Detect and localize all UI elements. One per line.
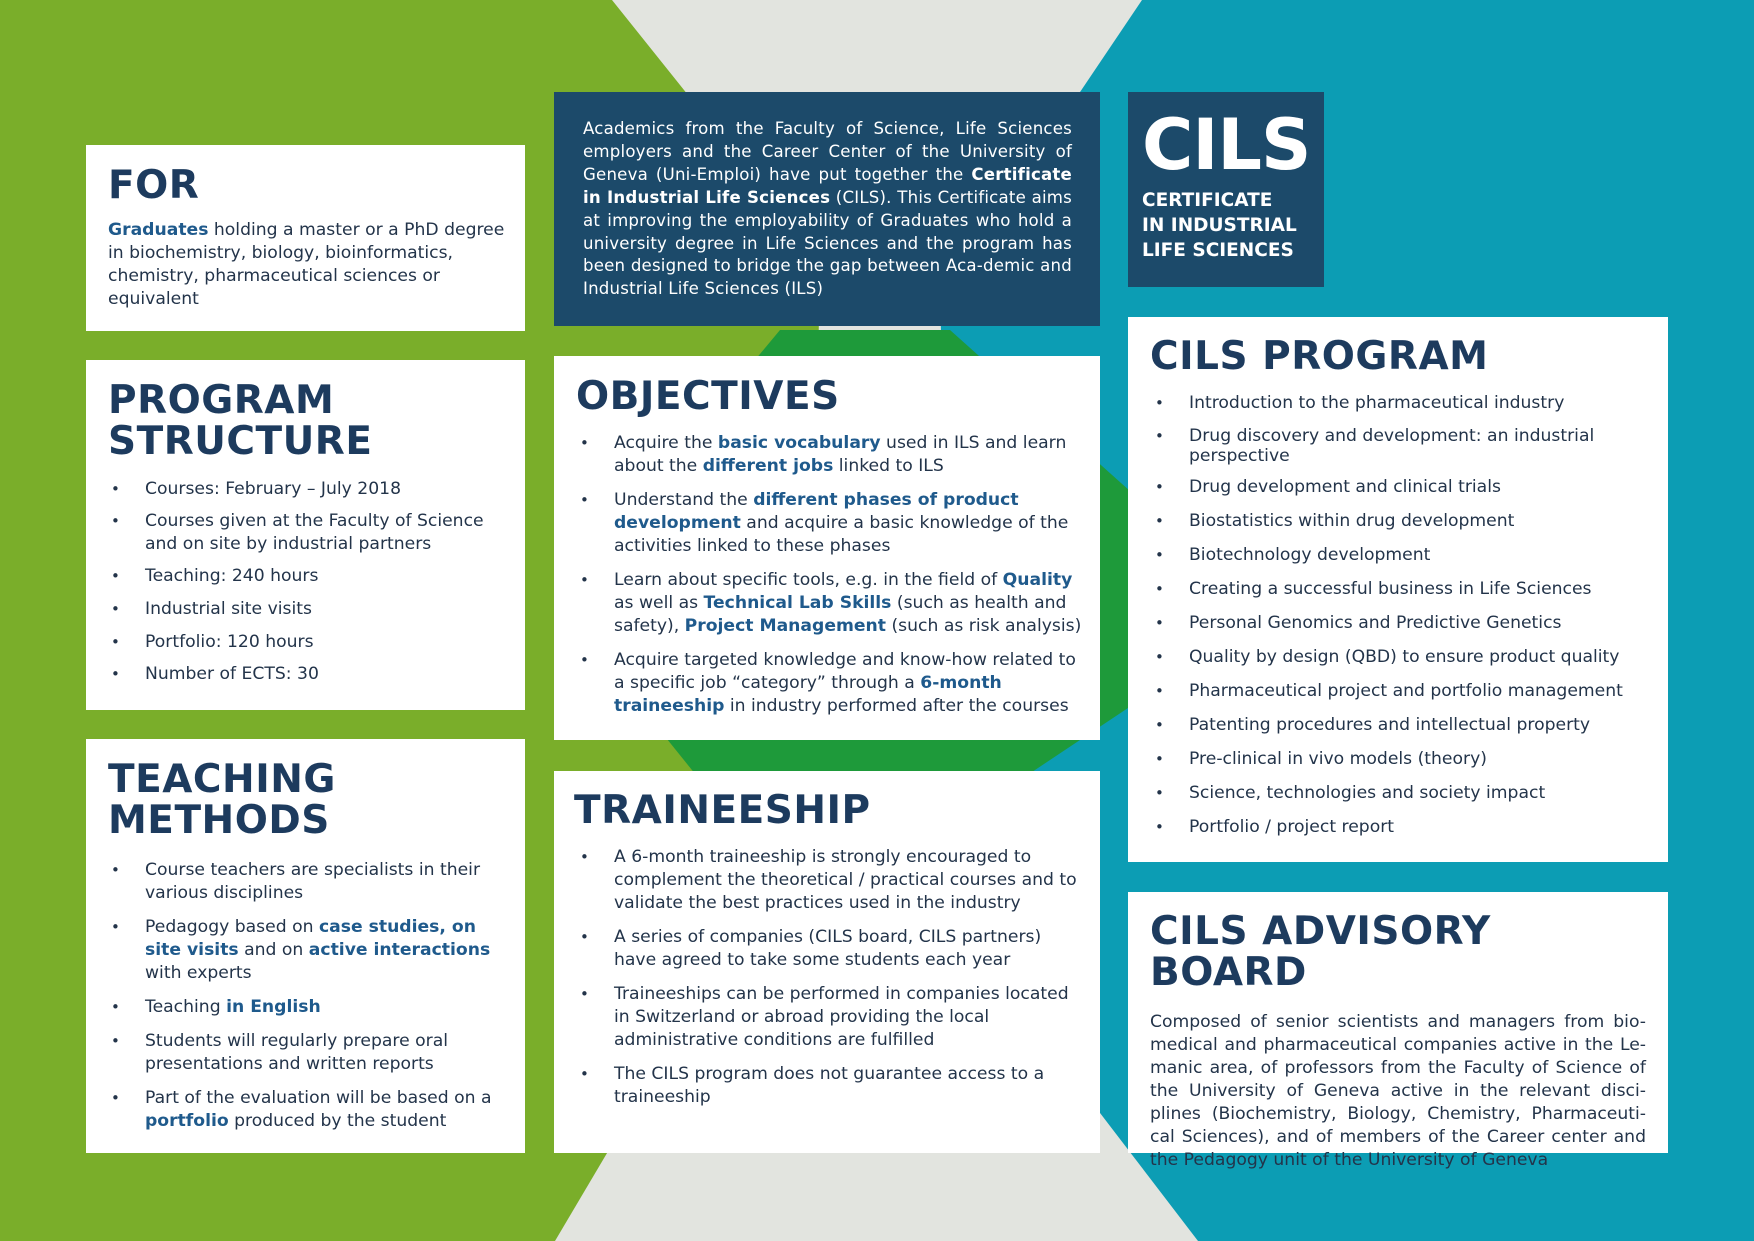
list-item: • Courses: February – July 2018 xyxy=(145,478,509,501)
logo-line-2: IN INDUSTRIAL xyxy=(1142,215,1297,236)
advisory-board-card xyxy=(1128,892,1668,1170)
traineeship-title: TRAINEESHIP xyxy=(574,788,871,833)
list-item: • Portfolio: 120 hours xyxy=(145,631,509,654)
teaching-methods-title-line-1: TEACHING xyxy=(108,757,336,802)
list-item: • Course teachers are specialists in their various disciplines xyxy=(145,859,509,905)
program-structure-card xyxy=(86,360,525,710)
list-item: • Biostatistics within drug development xyxy=(1189,510,1650,533)
objective-3-text: Learn about specific tools, e.g. in the field of xyxy=(614,570,1003,590)
program-structure-title-line-1: PROGRAM xyxy=(108,378,335,423)
objective-2-highlight: different phases of product development xyxy=(614,490,1019,533)
teaching-2-text: with experts xyxy=(145,963,252,983)
objective-3-highlight: Technical Lab Skills xyxy=(703,593,892,613)
objectives-list xyxy=(576,432,1082,718)
list-item xyxy=(614,569,1082,638)
list-item: • Personal Genomics and Predictive Genetics xyxy=(1189,612,1650,635)
list-item: • Introduction to the pharmaceutical industry xyxy=(1189,392,1650,415)
objective-3-text: (such as health and safety), xyxy=(614,593,1067,636)
objective-4-highlight: 6-month traineeship xyxy=(614,673,1002,716)
for-text-highlight: Graduates xyxy=(108,220,209,240)
list-item: • Students will regularly prepare oral presentations and written reports xyxy=(145,1030,509,1076)
list-item: • Patenting procedures and intellectual property xyxy=(1189,714,1650,737)
teaching-2-text: Pedagogy based on xyxy=(145,917,319,937)
teaching-2-highlight: case studies, on site visits xyxy=(145,917,476,960)
list-item: • A 6-month traineeship is strongly encouraged to complement the theoretical / practical courses and to validate the best practices used in the industry xyxy=(614,846,1082,915)
list-item: • Teaching: 240 hours xyxy=(145,565,509,588)
list-item xyxy=(614,489,1082,558)
program-structure-title-line-2: STRUCTURE xyxy=(108,419,373,464)
objective-4-text: Acquire targeted knowledge and know-how related to a specific job “category” through a xyxy=(614,650,1076,693)
objective-3-text: (such as risk analysis) xyxy=(886,616,1082,636)
teaching-2-highlight: active interactions xyxy=(308,940,491,960)
list-item: • Science, technologies and society impact xyxy=(1189,782,1650,805)
list-item: • Industrial site visits xyxy=(145,598,509,621)
logo-line-3: LIFE SCIENCES xyxy=(1142,240,1294,261)
list-item: • Courses given at the Faculty of Science and on site by industrial partners xyxy=(145,510,509,556)
teaching-3-text: Teaching xyxy=(145,997,227,1017)
intro-text-2: (CILS). This Certificate aims at improving the employability of Graduates who hold a university degree in Life Sciences and the program has been designed to bridge the gap between Aca-demic and Industrial Life Sciences (ILS) xyxy=(583,187,1072,299)
teaching-3-highlight: in English xyxy=(226,997,321,1017)
list-item xyxy=(145,1087,509,1133)
cils-program-title: CILS PROGRAM xyxy=(1150,334,1489,379)
advisory-board-text: Composed of senior scientists and managers from bio-medical and pharmaceutical companies active in the Le-manic area, of professors from the Faculty of Science of the University of Geneva active in the relevant disci-plines (Biochemistry, Biology, Chemistry, Pharmaceuti-cal Sciences), and of members of the Career center and the Pedagogy unit of the University of Geneva xyxy=(1150,1012,1646,1170)
list-item: • The CILS program does not guarantee access to a traineeship xyxy=(614,1063,1082,1109)
for-text-body: holding a master or a PhD degree in biochemistry, biology, bioinformatics, chemistry, pharmaceutical sciences or equivalent xyxy=(108,220,505,309)
list-item: • Drug development and clinical trials xyxy=(1189,476,1650,499)
objective-1-highlight: basic vocabulary xyxy=(717,433,881,453)
list-item: • Pharmaceutical project and portfolio management xyxy=(1189,680,1650,703)
objective-1-highlight: different jobs xyxy=(702,456,834,476)
list-item xyxy=(145,996,509,1019)
objective-2-text: and acquire a basic knowledge of the activities linked to these phases xyxy=(614,513,1069,556)
objective-1-text: linked to ILS xyxy=(833,456,944,476)
program-structure-list xyxy=(108,478,509,686)
list-item: • Portfolio / project report xyxy=(1189,816,1650,839)
teaching-methods-card xyxy=(86,739,525,1153)
list-item: • Creating a successful business in Life Sciences xyxy=(1189,578,1650,601)
traineeship-list xyxy=(574,846,1082,1109)
intro-panel xyxy=(554,92,1100,326)
traineeship-card xyxy=(554,771,1100,1153)
program-structure-title xyxy=(108,380,509,462)
teaching-methods-title-line-2: METHODS xyxy=(108,798,330,843)
teaching-2-text: and on xyxy=(238,940,309,960)
intro-text-1: Academics from the Faculty of Science, Life Sciences employers and the Career Center of the University of Geneva (Uni-Emploi) have put together the xyxy=(583,119,1072,184)
intro-text-bold: Certificate in Industrial Life Sciences xyxy=(583,164,1072,207)
logo-line-1: CERTIFICATE xyxy=(1142,190,1273,211)
advisory-board-title: CILS ADVISORY BOARD xyxy=(1150,909,1491,995)
list-item xyxy=(614,649,1082,718)
objective-3-highlight: Project Management xyxy=(684,616,886,636)
list-item: • Quality by design (QBD) to ensure product quality xyxy=(1189,646,1650,669)
teaching-methods-title xyxy=(108,759,509,841)
cils-program-card xyxy=(1128,317,1668,862)
objective-2-text: Understand the xyxy=(614,490,754,510)
objective-3-text: as well as xyxy=(614,593,704,613)
objective-1-text: Acquire the xyxy=(614,433,718,453)
list-item xyxy=(614,432,1082,478)
list-item: • Biotechnology development xyxy=(1189,544,1650,567)
cils-logo xyxy=(1128,92,1324,287)
teaching-5-highlight: portfolio xyxy=(145,1111,229,1131)
teaching-5-text: Part of the evaluation will be based on a xyxy=(145,1088,492,1108)
list-item: • Drug discovery and development: an industrial perspective xyxy=(1189,426,1650,466)
objective-1-text: used in ILS and learn about the xyxy=(614,433,1067,476)
logo-title: CILS xyxy=(1142,104,1311,186)
for-card xyxy=(86,145,525,331)
for-text xyxy=(108,219,505,311)
list-item: • A series of companies (CILS board, CILS partners) have agreed to take some students each year xyxy=(614,926,1082,972)
objectives-title: OBJECTIVES xyxy=(576,374,840,419)
objective-3-highlight: Quality xyxy=(1002,570,1073,590)
cils-program-list xyxy=(1150,392,1650,839)
teaching-methods-list xyxy=(108,859,509,1133)
list-item xyxy=(145,916,509,985)
list-item: • Pre-clinical in vivo models (theory) xyxy=(1189,748,1650,771)
list-item: • Number of ECTS: 30 xyxy=(145,663,509,686)
objectives-card xyxy=(554,356,1100,740)
list-item: • Traineeships can be performed in companies located in Switzerland or abroad providing the local administrative conditions are fulfilled xyxy=(614,983,1082,1052)
for-title: FOR xyxy=(108,163,200,208)
objective-4-text: in industry performed after the courses xyxy=(724,696,1069,716)
teaching-5-text: produced by the student xyxy=(228,1111,447,1131)
